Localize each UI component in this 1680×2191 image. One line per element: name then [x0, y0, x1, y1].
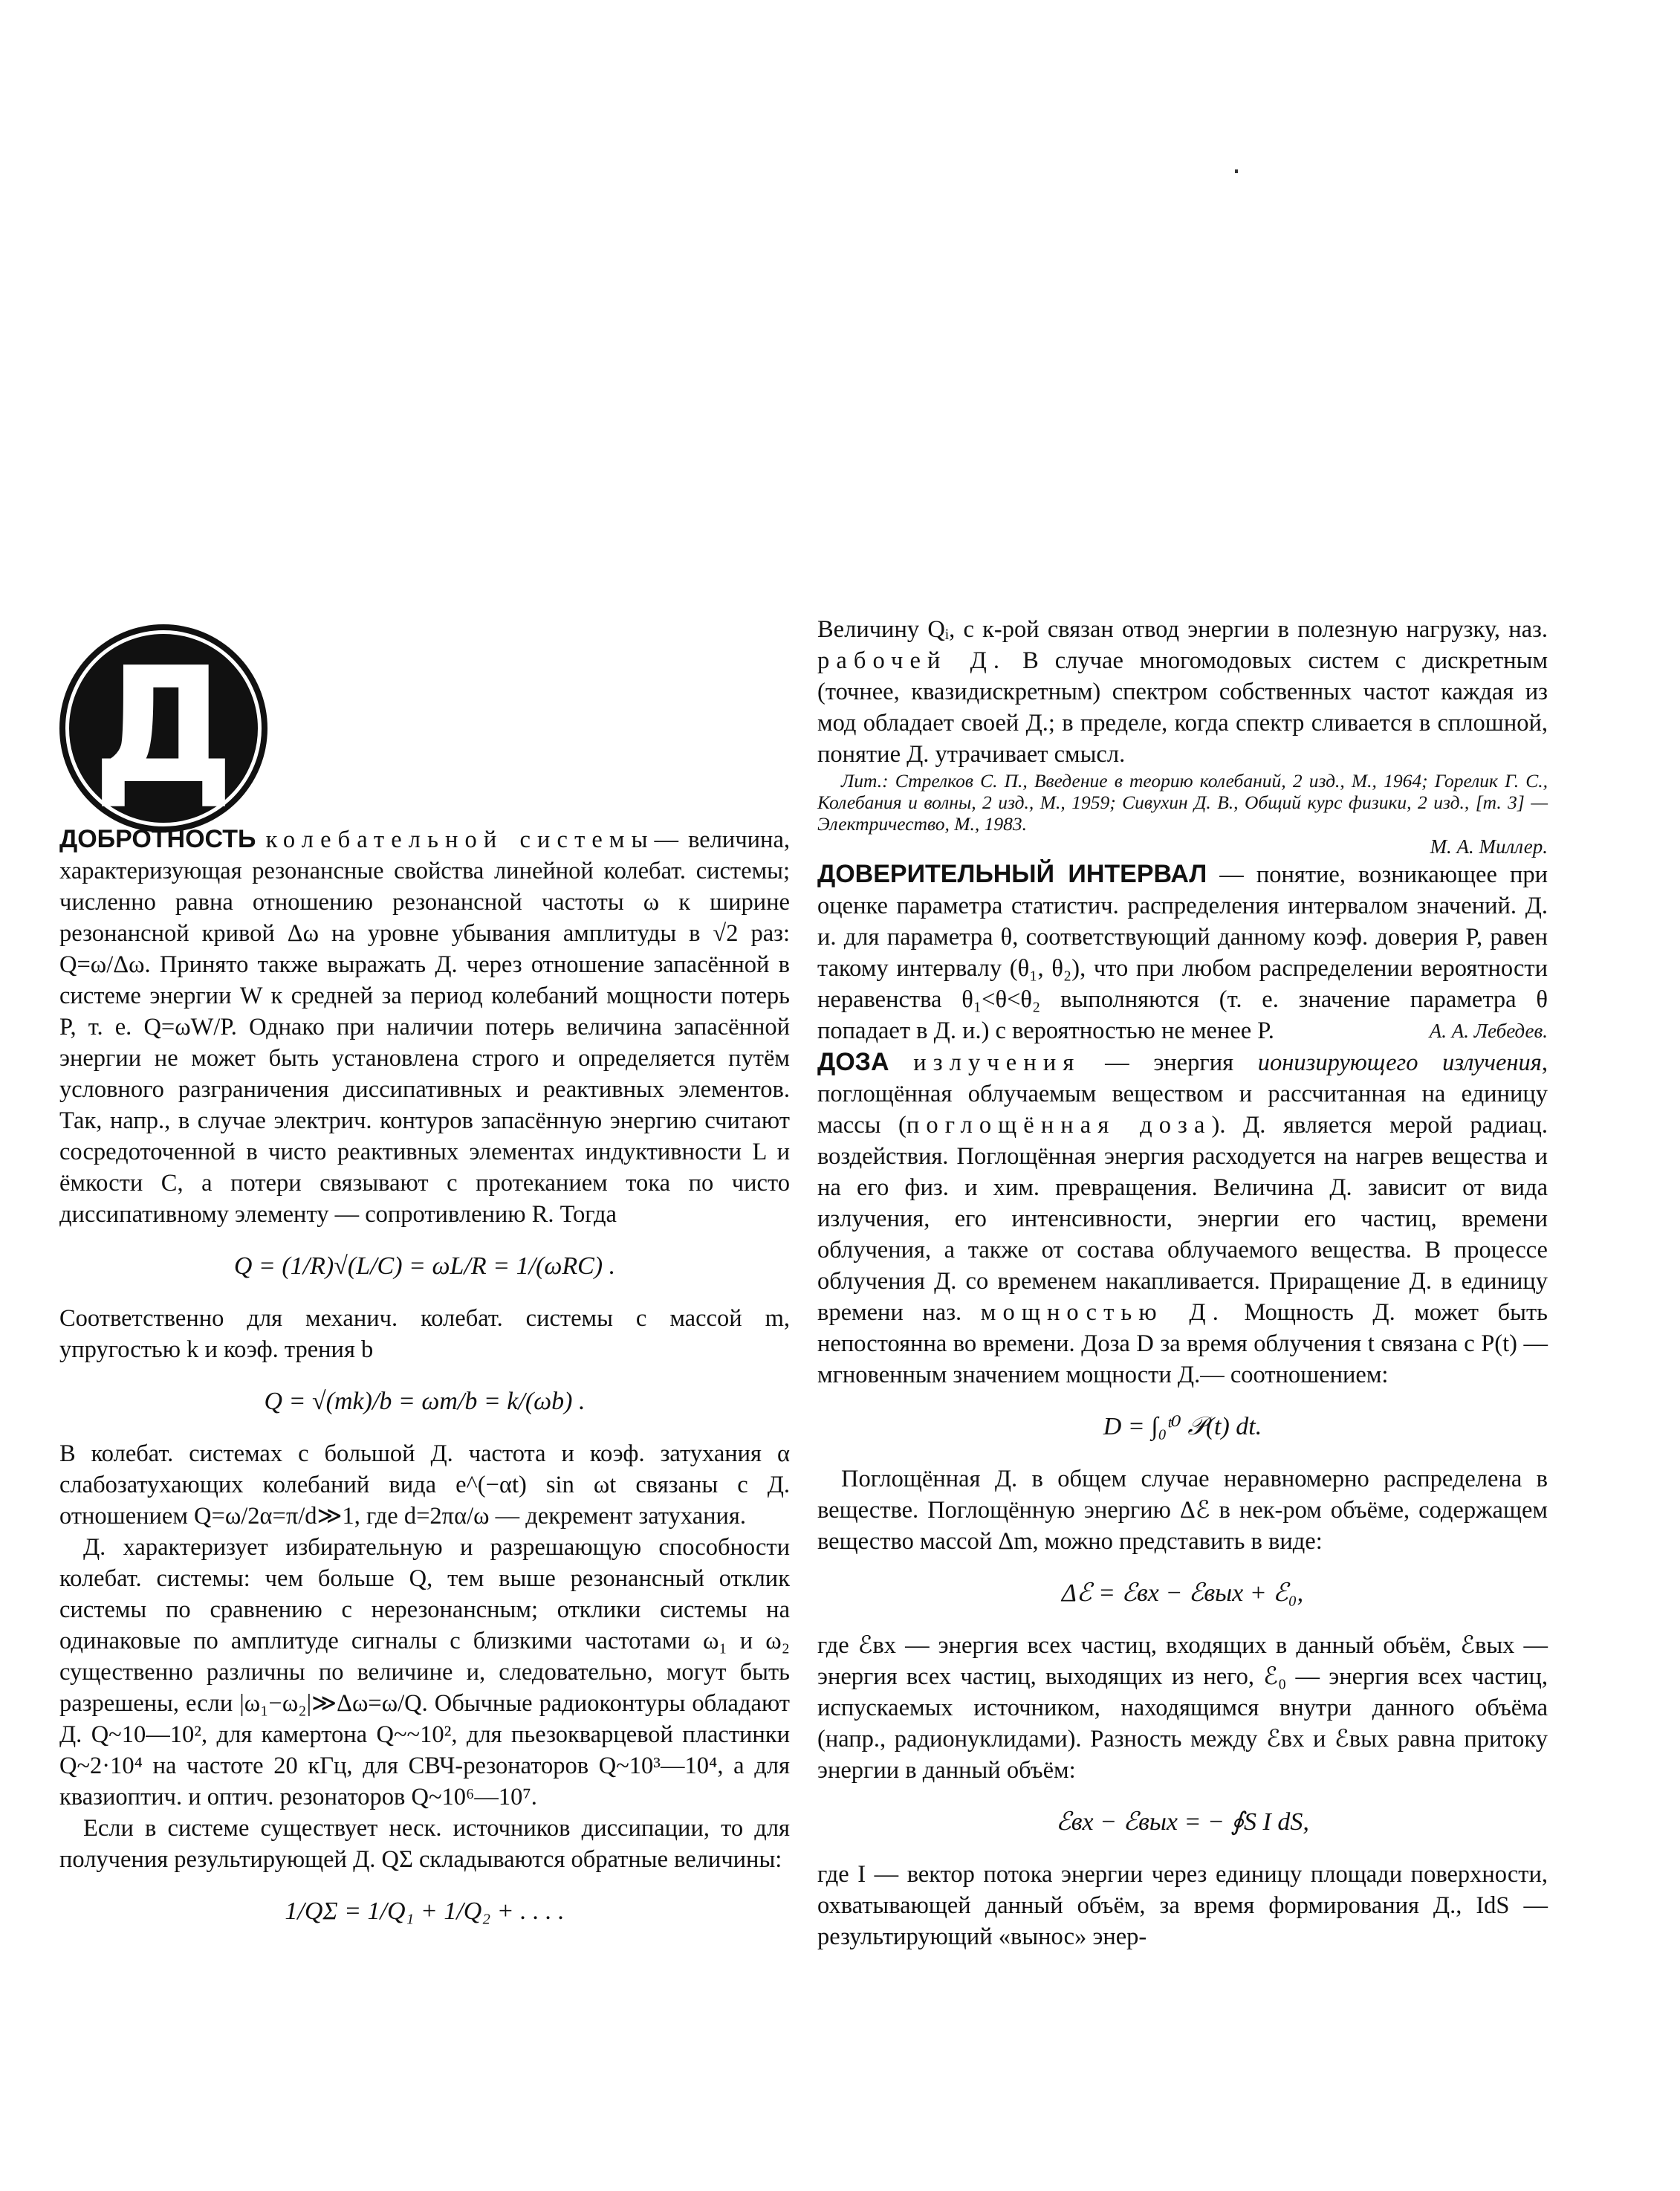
paragraph-text: Д. характеризует избирательную и разрешающую способности колебат. системы: чем больше Q, тем выше резонансный отклик системы по сравнению с нерезонансным; отклики системы на одинаковые по амплитуде сигналы с близкими частотами ω₁ и ω₂ существенно различны по величине и, следовательно, могут быть разрешены, если |ω₁−ω₂|≫Δω=ω/Q. Обычные радиоконтуры обладают Д. Q~10—10², для камертона Q~~10², для пьезокварцевой пластинки Q~2·10⁴ на частоте 20 кГц, для СВЧ-резонаторов Q~10³—10⁴, а для квазиоптич. и оптич. резонаторов Q~10⁶—10⁷. [59, 1534, 790, 1810]
formula-q-electric: Q = (1/R)√(L/C) = ωL/R = 1/(ωRC) . [233, 1252, 616, 1280]
author-signature: М. А. Миллер. [1430, 835, 1548, 858]
headword-confidence-interval: ДОВЕРИТЕЛЬНЫЙ ИНТЕРВАЛ [817, 860, 1207, 888]
section-letter-badge [59, 624, 267, 832]
print-speck [1235, 169, 1238, 173]
paragraph-text: где I — вектор потока энергии через единицу площади поверхности, охватывающей данный объём, за время формирования Д., IdS — результирующий «вынос» энер- [817, 1861, 1548, 1950]
paragraph-text: В колебат. системах с большой Д. частота и коэф. затухания α слабозатухающих колебаний вида e^(−αt) sin ωt связаны с Д. отношением Q=ω/2α=π/d≫1, где d=2πα/ω — декремент затухания. [59, 1440, 790, 1530]
term-absorbed-dose: поглощённая доза [906, 1112, 1212, 1139]
article-dobrotnost-intro [59, 823, 790, 1230]
formula-dose-integral: D = ∫₀ᵗ⁰ 𝒫(t) dt. [1103, 1413, 1262, 1440]
paragraph-text: Поглощённая Д. в общем случае неравномерно распределена в веществе. Поглощённую энергию Δℰ в нек-ром объёме, содержащем вещество массой Δm, можно представить в виде: [817, 1466, 1548, 1555]
article-confidence-interval: ДОВЕРИТЕЛЬНЫЙ ИНТЕРВАЛ — понятие, возникающее при оценке параметра статистич. распределения интервалом значений. Д. и. для параметра θ, соответствующий данному коэф. доверия P, равен такому интервалу (θ₁, θ₂), что при любом распределении вероятности неравенства θ₁<θ<θ₂ выполняются (т. е. значение параметра θ попадает в Д. и.) с вероятностью не менее P. А. А. Лебедев. [817, 858, 1548, 1046]
term-dose-rate: мощностью Д. [980, 1299, 1225, 1326]
formula-q-sum: 1/QΣ = 1/Q₁ + 1/Q₂ + . . . . [285, 1897, 565, 1925]
headword-doza: ДОЗА [817, 1048, 889, 1076]
paragraph-text: Соответственно для механич. колебат. системы с массой m, упругостью k и коэф. трения b [59, 1305, 790, 1363]
formula-q-mechanical: Q = √(mk)/b = ωm/b = k/(ωb) . [264, 1388, 586, 1415]
headword-qualifier: излучения [913, 1049, 1081, 1076]
formula-energy-balance: Δℰ = ℰвх − ℰвых + ℰ₀, [1061, 1579, 1304, 1607]
paragraph-text: Если в системе существует неск. источников диссипации, то для получения результирующей Д. QΣ складываются обратные величины: [59, 1815, 790, 1873]
headword-qualifier: колебательной системы [265, 826, 655, 853]
paragraph-text: Величину Qᵢ, с к-рой связан отвод энергии в полезную нагрузку, наз. рабочей Д. В случае многомодовых систем с дискретным (точнее, квазидискретным) спектром собственных частот каждая из мод обладает своей Д.; в пределе, когда спектр сливается в сплошной, понятие Д. утрачивает смысл. [817, 616, 1548, 768]
formula-energy-flux: ℰвх − ℰвых = − ∮S I dS, [1056, 1808, 1309, 1836]
right-column [817, 614, 1548, 1952]
headword-dobrotnost: ДОБРОТНОСТЬ [59, 825, 256, 853]
literature-list: Лит.: Стрелков С. П., Введение в теорию колебаний, 2 изд., М., 1964; Горелик Г. С., Колебания и волны, 2 изд., М., 1959; Сивухин Д. В., Общий курс физики, 2 изд., [т. 3] — Электричество, М., 1983. [817, 770, 1548, 835]
left-column [59, 823, 790, 1948]
section-letter: Д [92, 632, 235, 819]
cross-reference-link: ионизирующего излучения [1257, 1049, 1542, 1076]
author-signature: А. А. Лебедев. [1429, 1020, 1548, 1042]
paragraph-text: где ℰвх — энергия всех частиц, входящих в данный объём, ℰвых — энергия всех частиц, выходящих из него, ℰ₀ — энергия всех частиц, испускаемых источником, находящимся внутри данного объёма (напр., радионуклидами). Разность между ℰвх и ℰвых равна притоку энергии в данный объём: [817, 1632, 1548, 1784]
term-working-q: рабочей Д. [817, 647, 1007, 674]
article-doza: ДОЗА излучения — энергия ионизирующего излучения, поглощённая облучаемым веществом и рассчитанная на единицу массы (поглощённая доза). Д. является мерой радиац. воздействия. Поглощённая энергия расходуется на нагрев вещества и на его физ. и хим. превращения. Величина Д. зависит от вида излучения, его интенсивности, энергии его частиц, времени облучения, а также от состава облучаемого вещества. В процессе облучения Д. со временем накапливается. Приращение Д. в единицу времени наз. мощностью Д. Мощность Д. может быть непостоянна во времени. Доза D за время облучения t связана с P(t) — мгновенным значением мощности Д.— соотношением: [817, 1048, 1548, 1388]
paragraph-text: — величина, характеризующая резонансные свойства линейной колебат. системы; численно равна отношению резонансной частоты ω к ширине резонансной кривой Δω на уровне убывания амплитуды в √2 раз: Q=ω/Δω. Принято также выражать Д. через отношение запасённой в системе энергии W к средней за период колебаний мощности потерь P, т. е. Q=ωW/P. Однако при наличии потерь величина запасённой энергии не может быть установлена строго и определяется путём условного разграничения диссипативных и реактивных элементов. Так, напр., в случае электрич. контуров запасённую энергию считают сосредоточенной в чисто реактивных элементах индуктивности L и ёмкости C, а потери связывают с протеканием тока по чисто диссипативному элементу — сопротивлению R. Тогда [59, 826, 791, 1228]
